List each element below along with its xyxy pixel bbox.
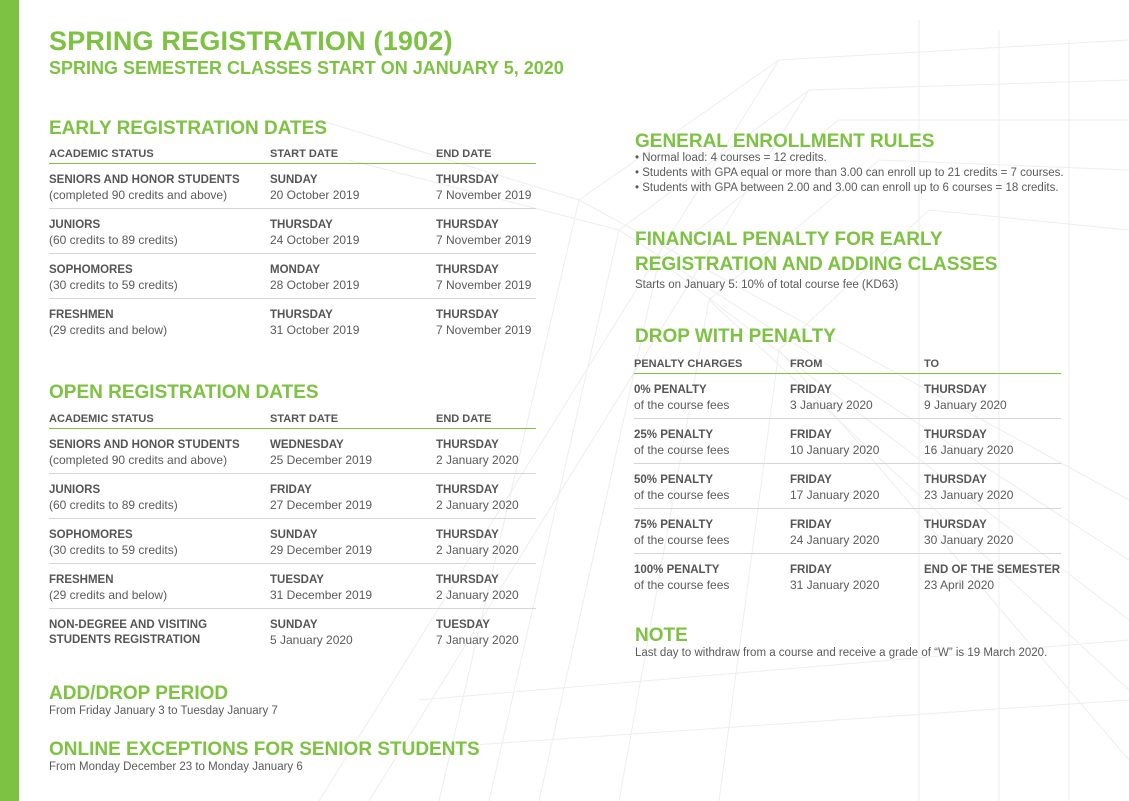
to-date: 30 January 2020 <box>924 533 1014 547</box>
status-label: SOPHOMORES <box>49 264 133 276</box>
to-day: THURSDAY <box>924 429 987 441</box>
early-registration-heading: EARLY REGISTRATION DATES <box>49 118 327 139</box>
end-day: THURSDAY <box>436 264 499 276</box>
from-day: FRIDAY <box>790 384 832 396</box>
note-text: Last day to withdraw from a course and receive a grade of “W” is 19 March 2020. <box>635 647 1048 659</box>
end-day: THURSDAY <box>436 219 499 231</box>
table-row <box>634 509 1061 554</box>
list-item: • Students with GPA between 2.00 and 3.00 can enroll up to 6 courses = 18 credits. <box>635 181 1064 196</box>
status-label: SENIORS AND HONOR STUDENTS <box>49 439 240 451</box>
table-row <box>634 464 1061 509</box>
from-day: FRIDAY <box>790 429 832 441</box>
end-date: 7 November 2019 <box>436 188 532 202</box>
open-registration-table <box>49 407 536 654</box>
accent-bar <box>0 0 19 801</box>
column-header: END DATE <box>436 413 492 425</box>
end-date: 2 January 2020 <box>436 453 519 467</box>
status-note: (completed 90 credits and above) <box>49 453 228 467</box>
to-date: 23 April 2020 <box>924 578 995 592</box>
column-header: ACADEMIC STATUS <box>49 148 154 160</box>
drop-penalty-heading: DROP WITH PENALTY <box>635 326 836 347</box>
column-header: TO <box>924 358 940 370</box>
online-exceptions-text: From Monday December 23 to Monday January 6 <box>49 761 303 773</box>
penalty-note: of the course fees <box>634 398 730 412</box>
start-date: 25 December 2019 <box>270 453 373 467</box>
to-date: 16 January 2020 <box>924 443 1014 457</box>
start-day: SUNDAY <box>270 529 318 541</box>
end-day: THURSDAY <box>436 484 499 496</box>
start-date: 20 October 2019 <box>270 188 360 202</box>
add-drop-text: From Friday January 3 to Tuesday January 7 <box>49 705 278 717</box>
status-note: (completed 90 credits and above) <box>49 188 228 202</box>
end-date: 2 January 2020 <box>436 543 519 557</box>
status-note: (29 credits and below) <box>49 588 168 602</box>
financial-penalty-text: Starts on January 5: 10% of total course fee (KD63) <box>635 279 899 291</box>
end-date: 7 November 2019 <box>436 233 532 247</box>
table-row <box>49 609 536 654</box>
to-date: 9 January 2020 <box>924 398 1007 412</box>
penalty-label: 50% PENALTY <box>634 474 714 486</box>
table-row <box>49 429 536 474</box>
start-date: 5 January 2020 <box>270 633 353 647</box>
from-date: 3 January 2020 <box>790 398 873 412</box>
table-row <box>634 374 1061 419</box>
start-day: SUNDAY <box>270 174 318 186</box>
table-row <box>49 519 536 564</box>
penalty-note: of the course fees <box>634 578 730 592</box>
column-header: END DATE <box>436 148 492 160</box>
status-label: JUNIORS <box>49 484 101 496</box>
status-label: SOPHOMORES <box>49 529 133 541</box>
table-row <box>49 299 536 344</box>
column-header: ACADEMIC STATUS <box>49 413 154 425</box>
penalty-note: of the course fees <box>634 488 730 502</box>
to-day: THURSDAY <box>924 474 987 486</box>
from-day: FRIDAY <box>790 474 832 486</box>
financial-penalty-heading-line2: REGISTRATION AND ADDING CLASSES <box>635 254 998 275</box>
to-day: END OF THE SEMESTER <box>924 564 1061 576</box>
status-label: JUNIORS <box>49 219 101 231</box>
list-item: • Normal load: 4 courses = 12 credits. <box>635 151 1064 166</box>
penalty-note: of the course fees <box>634 443 730 457</box>
table-row <box>49 164 536 209</box>
start-day: FRIDAY <box>270 484 312 496</box>
start-day: WEDNESDAY <box>270 439 344 451</box>
end-day: THURSDAY <box>436 574 499 586</box>
penalty-note: of the course fees <box>634 533 730 547</box>
page-subtitle: SPRING SEMESTER CLASSES START ON JANUARY 5, 2020 <box>49 58 564 78</box>
column-header: START DATE <box>270 413 339 425</box>
end-date: 7 November 2019 <box>436 323 532 337</box>
status-note: (29 credits and below) <box>49 323 168 337</box>
table-row <box>634 554 1061 599</box>
to-date: 23 January 2020 <box>924 488 1014 502</box>
start-day: MONDAY <box>270 264 321 276</box>
enrollment-rules-list <box>635 151 1064 196</box>
table-row <box>49 564 536 609</box>
list-item: • Students with GPA equal or more than 3.00 can enroll up to 21 credits = 7 courses. <box>635 166 1064 181</box>
start-day: SUNDAY <box>270 619 318 631</box>
table-row <box>49 254 536 299</box>
end-date: 7 November 2019 <box>436 278 532 292</box>
to-day: THURSDAY <box>924 519 987 531</box>
start-date: 31 October 2019 <box>270 323 360 337</box>
table-row <box>49 474 536 519</box>
early-registration-table <box>49 142 536 344</box>
drop-penalty-table <box>634 352 1061 599</box>
penalty-label: 100% PENALTY <box>634 564 720 576</box>
status-note: (30 credits to 59 credits) <box>49 543 178 557</box>
column-header: PENALTY CHARGES <box>634 358 743 370</box>
column-header: FROM <box>790 358 823 370</box>
start-date: 27 December 2019 <box>270 498 373 512</box>
page-title: SPRING REGISTRATION (1902) <box>49 26 453 56</box>
from-date: 17 January 2020 <box>790 488 880 502</box>
penalty-label: 0% PENALTY <box>634 384 707 396</box>
end-date: 2 January 2020 <box>436 588 519 602</box>
end-date: 7 January 2020 <box>436 633 519 647</box>
table-header <box>49 407 536 429</box>
from-date: 24 January 2020 <box>790 533 880 547</box>
status-note: STUDENTS REGISTRATION <box>49 634 201 646</box>
table-header <box>49 142 536 164</box>
start-day: THURSDAY <box>270 309 333 321</box>
from-day: FRIDAY <box>790 519 832 531</box>
column-header: START DATE <box>270 148 339 160</box>
start-day: TUESDAY <box>270 574 324 586</box>
status-note: (30 credits to 59 credits) <box>49 278 178 292</box>
table-row <box>634 419 1061 464</box>
table-row <box>49 209 536 254</box>
status-label: FRESHMEN <box>49 309 114 321</box>
table-header <box>634 352 1061 374</box>
penalty-label: 25% PENALTY <box>634 429 714 441</box>
start-date: 31 December 2019 <box>270 588 373 602</box>
status-note: (60 credits to 89 credits) <box>49 233 178 247</box>
online-exceptions-heading: ONLINE EXCEPTIONS FOR SENIOR STUDENTS <box>49 739 480 760</box>
penalty-label: 75% PENALTY <box>634 519 714 531</box>
status-label: SENIORS AND HONOR STUDENTS <box>49 174 240 186</box>
from-date: 10 January 2020 <box>790 443 880 457</box>
add-drop-heading: ADD/DROP PERIOD <box>49 683 229 704</box>
end-date: 2 January 2020 <box>436 498 519 512</box>
open-registration-heading: OPEN REGISTRATION DATES <box>49 382 319 403</box>
status-label: FRESHMEN <box>49 574 114 586</box>
status-label: NON-DEGREE AND VISITING <box>49 619 208 631</box>
end-day: THURSDAY <box>436 439 499 451</box>
to-day: THURSDAY <box>924 384 987 396</box>
start-date: 28 October 2019 <box>270 278 360 292</box>
end-day: THURSDAY <box>436 529 499 541</box>
end-day: THURSDAY <box>436 309 499 321</box>
from-date: 31 January 2020 <box>790 578 880 592</box>
from-day: FRIDAY <box>790 564 832 576</box>
start-date: 24 October 2019 <box>270 233 360 247</box>
status-note: (60 credits to 89 credits) <box>49 498 178 512</box>
start-date: 29 December 2019 <box>270 543 373 557</box>
financial-penalty-heading-line1: FINANCIAL PENALTY FOR EARLY <box>635 229 943 250</box>
start-day: THURSDAY <box>270 219 333 231</box>
end-day: THURSDAY <box>436 174 499 186</box>
enrollment-rules-heading: GENERAL ENROLLMENT RULES <box>635 131 935 152</box>
note-heading: NOTE <box>635 625 688 646</box>
end-day: TUESDAY <box>436 619 490 631</box>
